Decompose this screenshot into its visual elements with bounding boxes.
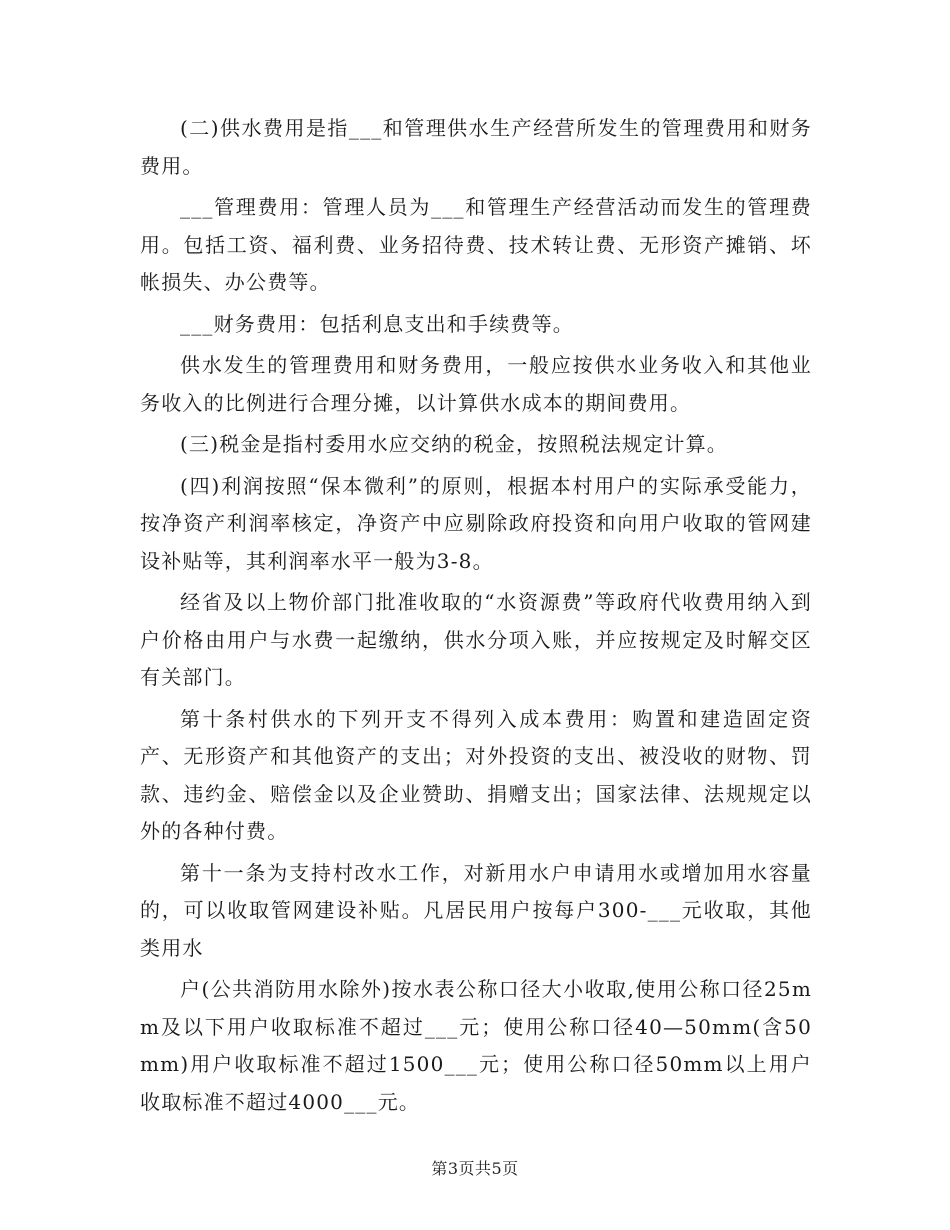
paragraph-financial-cost: ___财务费用：包括利息支出和手续费等。 [180, 311, 574, 336]
paragraph-article-11-continued: 户(公共消防用水除外)按水表公称口径大小收取,使用公称口径25mm及以下用户收取标准不超过___元；使用公称口径40—50mm(含50mm)用户收取标准不超过1500___元；使用公称口径50mm以上用户收取标准不超过4000___元。 [140, 977, 812, 1114]
paragraph-profit: (四)利润按照“保本微利”的原则，根据本村用户的实际承受能力，按净资产利润率核定，净资产中应剔除政府投资和向用户收取的管网建设补贴等，其利润率水平一般为3-8。 [140, 473, 812, 573]
paragraph-water-resource-fee: 经省及以上物价部门批准收取的“水资源费”等政府代收费用纳入到户价格由用户与水费一起缴纳，供水分项入账，并应按规定及时解交区有关部门。 [140, 590, 812, 689]
paragraph-article-11: 第十一条为支持村改水工作，对新用水户申请用水或增加用水容量的，可以收取管网建设补贴。凡居民用户按每户300-___元收取，其他类用水 [140, 860, 812, 960]
page-number: 第3页共5页 [431, 1159, 519, 1178]
paragraph-management-cost: ___管理费用：管理人员为___和管理生产经营活动而发生的管理费用。包括工资、福利费、业务招待费、技术转让费、无形资产摊销、坏帐损失、办公费等。 [140, 195, 812, 294]
paragraph-article-10: 第十条村供水的下列开支不得列入成本费用：购置和建造固定资产、无形资产和其他资产的支出；对外投资的支出、被没收的财物、罚款、违约金、赔偿金以及企业赞助、捐赠支出；国家法律、法规规定以外的各种付费。 [140, 706, 812, 843]
paragraph-taxes: (三)税金是指村委用水应交纳的税金，按照税法规定计算。 [180, 432, 729, 456]
paragraph-supply-cost: (二)供水费用是指___和管理供水生产经营所发生的管理费用和财务费用。 [140, 116, 812, 178]
paragraph-cost-allocation: 供水发生的管理费用和财务费用，一般应按供水业务收入和其他业务收入的比例进行合理分摊，以计算供水成本的期间费用。 [140, 353, 812, 415]
document-body [140, 110, 812, 1125]
